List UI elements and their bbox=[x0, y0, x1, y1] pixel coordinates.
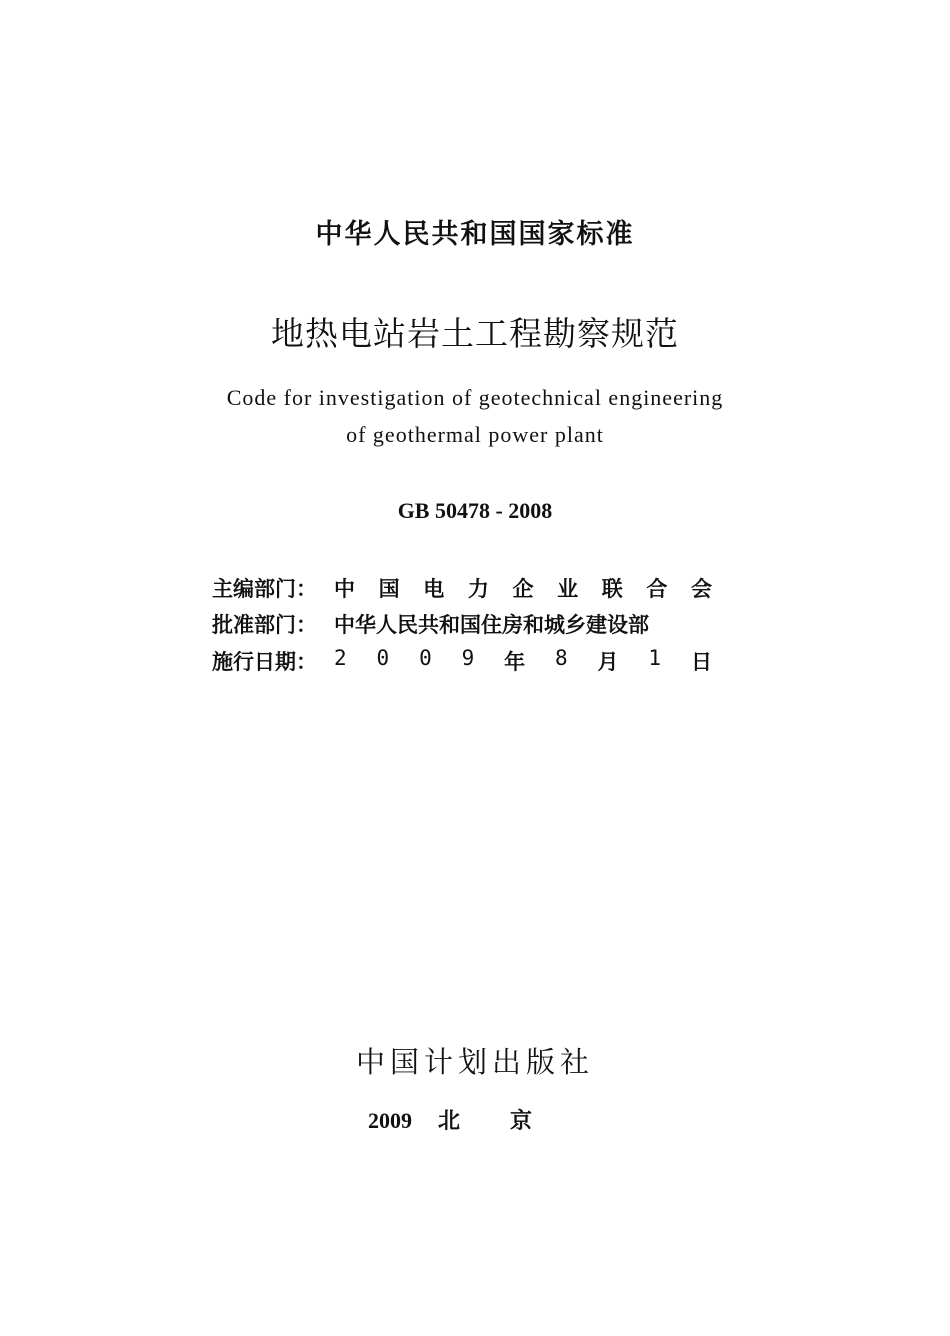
editor-char: 会 bbox=[691, 577, 712, 601]
effective-date-char: 1 bbox=[648, 646, 662, 670]
editor-char: 电 bbox=[423, 577, 445, 601]
effective-date-char: 0 bbox=[376, 646, 390, 670]
editor-department-value bbox=[334, 573, 712, 603]
imprint-line bbox=[0, 1104, 950, 1135]
editor-department-label: 主编部门： bbox=[212, 577, 317, 601]
standard-code: GB 50478 - 2008 bbox=[397, 498, 553, 523]
editor-char: 国 bbox=[378, 577, 400, 601]
standard-series-heading: 中华人民共和国国家标准 bbox=[315, 219, 635, 250]
editor-char: 联 bbox=[601, 577, 623, 601]
document-title-chinese: 地热电站岩土工程勘察规范 bbox=[271, 314, 679, 353]
imprint-city: 北京 bbox=[437, 1109, 582, 1134]
publisher-name: 中国计划出版社 bbox=[355, 1045, 594, 1079]
effective-date-char: 月 bbox=[597, 650, 619, 674]
document-title-english-line-2: of geothermal power plant bbox=[346, 422, 604, 447]
document-title-english-line-1: Code for investigation of geotechnical engineering bbox=[226, 385, 724, 410]
editor-char: 企 bbox=[512, 577, 534, 601]
effective-date-char: 年 bbox=[504, 650, 526, 674]
effective-date-char: 日 bbox=[690, 650, 712, 674]
effective-date-value bbox=[334, 646, 712, 676]
editor-char: 合 bbox=[646, 577, 668, 601]
approver-department-row bbox=[212, 609, 712, 639]
effective-date-char: 2 bbox=[334, 646, 347, 670]
editor-department-row bbox=[212, 573, 712, 603]
effective-date-char: 0 bbox=[419, 646, 432, 670]
effective-date-label: 施行日期： bbox=[212, 650, 317, 674]
editor-char: 力 bbox=[467, 577, 489, 601]
editor-char: 中 bbox=[334, 577, 355, 601]
approver-department-value: 中华人民共和国住房和城乡建设部 bbox=[334, 613, 649, 637]
effective-date-char: 9 bbox=[461, 646, 475, 670]
effective-date-char: 8 bbox=[555, 646, 568, 670]
approver-department-label: 批准部门： bbox=[212, 613, 317, 637]
imprint-year: 2009 bbox=[367, 1108, 412, 1133]
editor-char: 业 bbox=[557, 577, 579, 601]
effective-date-row bbox=[212, 646, 712, 676]
